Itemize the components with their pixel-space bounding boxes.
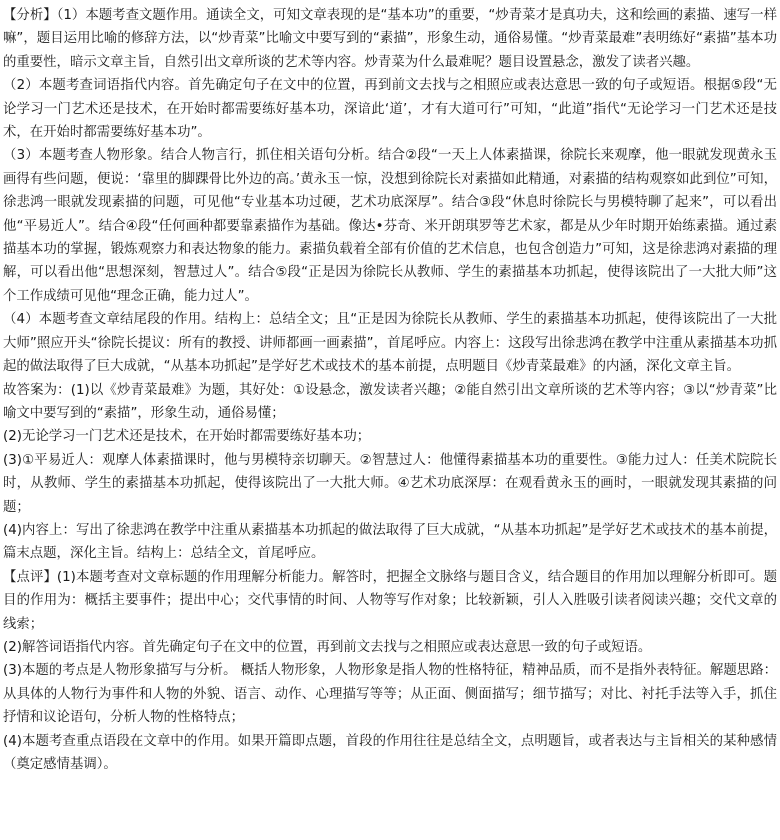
- analysis-paragraph-4: （4）本题考查文章结尾段的作用。结构上：总结全文；且“正是因为徐院长从教师、学生的素描基本功抓起，使得该院出了一大批大师”照应开头“徐院长提议：所有的教授、讲师都画一画素描”，首尾呼应。内容上：这段写出徐悲鸿在教学中注重从素描基本功抓起的做法取得了巨大成就，“从基本功抓起”是学好艺术或技术的基本前提，点明题目《炒青菜最难》的内涵，深化文章主旨。: [3, 312, 777, 375]
- comment-paragraph-1: 【点评】(1)本题考查对文章标题的作用理解分析能力。解答时，把握全文脉络与题目含义，结合题目的作用加以理解分析即可。题目的作用为：概括主要事件；提出中心；交代事情的时间、人物等写作对象；比较新颖，引人入胜吸引读者阅读兴趣；交代文章的线索；: [3, 569, 777, 632]
- answer-paragraph-3: (3)①平易近人：观摩人体素描课时，他与男模特亲切聊天。②智慧过人：他懂得素描基本功的重要性。③能力过人：任美术院院长时，从教师、学生的素描基本功抓起，使得该院出了一大批大师。④艺术功底深厚：在观看黄永玉的画时，一眼就发现其素描的问题；: [3, 452, 777, 515]
- answer-paragraph-2: (2)无论学习一门艺术还是技术，在开始时都需要练好基本功；: [3, 429, 371, 445]
- answer-paragraph-1: 故答案为：(1)以《炒青菜最难》为题，其好处：①设悬念，激发读者兴趣；②能自然引出文章所谈的艺术等内容；③以“炒青菜”比喻文中要写到的“素描”，形象生动，通俗易懂；: [3, 382, 777, 421]
- comment-paragraph-3: (3)本题的考点是人物形象描写与分析。 概括人物形象，人物形象是指人物的性格特征，精神品质，而不是指外表特征。解题思路：从具体的人物行为事件和人物的外貌、语言、动作、心理描写等等；从正面、侧面描写；细节描写；对比、衬托手法等入手，抓住抒情和议论语句，分析人物的性格特点；: [3, 663, 777, 726]
- comment-paragraph-4: (4)本题考查重点语段在文章中的作用。如果开篇即点题，首段的作用往往是总结全文，点明题旨，或者表达与主旨相关的某种感情（奠定感情基调）。: [3, 733, 777, 772]
- analysis-paragraph-3: （3）本题考查人物形象。结合人物言行，抓住相关语句分析。结合②段“一天上人体素描课，徐院长来观摩，他一眼就发现黄永玉画得有些问题，便说：‘靠里的脚踝骨比外边的高。’黄永玉一惊，没想到徐院长对素描如此精通，对素描的结构观察如此到位”可知，徐悲鸿一眼就发现素描的问题，可见他“专业基本功过硬，艺术功底深厚”。结合③段“休息时徐院长与男模特聊了起来”，可以看出他“平易近人”。结合④段“任何画种都要靠素描作为基础。像达•芬奇、米开朗琪罗等艺术家，都是从少年时期开始练素描。通过素描基本功的掌握，锻炼观察力和表达物象的能力。素描负载着全部有价值的艺术信息，也包含创造力”可知，这是徐悲鸿对素描的理解，可以看出他“思想深刻，智慧过人”。结合⑤段“正是因为徐院长从教师、学生的素描基本功抓起，使得该院出了一大批大师”这个工作成绩可见他“理念正确，能力过人”。: [3, 148, 777, 304]
- analysis-paragraph-2: （2）本题考查词语指代内容。首先确定句子在文中的位置，再到前文去找与之相照应或表达意思一致的句子或短语。根据⑤段“无论学习一门艺术还是技术，在开始时都需要练好基本功，深谙此‘道’，才有大道可行”可知，“此道”指代“无论学习一门艺术还是技术，在开始时都需要练好基本功”。: [3, 78, 777, 141]
- answer-paragraph-4: (4)内容上：写出了徐悲鸿在教学中注重从素描基本功抓起的做法取得了巨大成就，“从基本功抓起”是学好艺术或技术的基本前提，篇末点题，深化主旨。结构上：总结全文，首尾呼应。: [3, 522, 777, 562]
- comment-paragraph-2: (2)解答词语指代内容。首先确定句子在文中的位置，再到前文去找与之相照应或表达意思一致的句子或短语。: [3, 639, 652, 655]
- analysis-paragraph-1: 【分析】（1）本题考查文题作用。通读全文，可知文章表现的是“基本功”的重要，“炒青菜才是真功夫，这和绘画的素描、速写一样嘛”，题目运用比喻的修辞方法，以“炒青菜”比喻文中要写到的“素描”，形象生动，通俗易懂。“炒青菜最难”表明练好“素描”基本功的重要性，暗示文章主旨，自然引出文章所谈的艺术等内容。炒青菜为什么最难呢？题目设置悬念，激发了读者兴趣。: [3, 8, 777, 70]
